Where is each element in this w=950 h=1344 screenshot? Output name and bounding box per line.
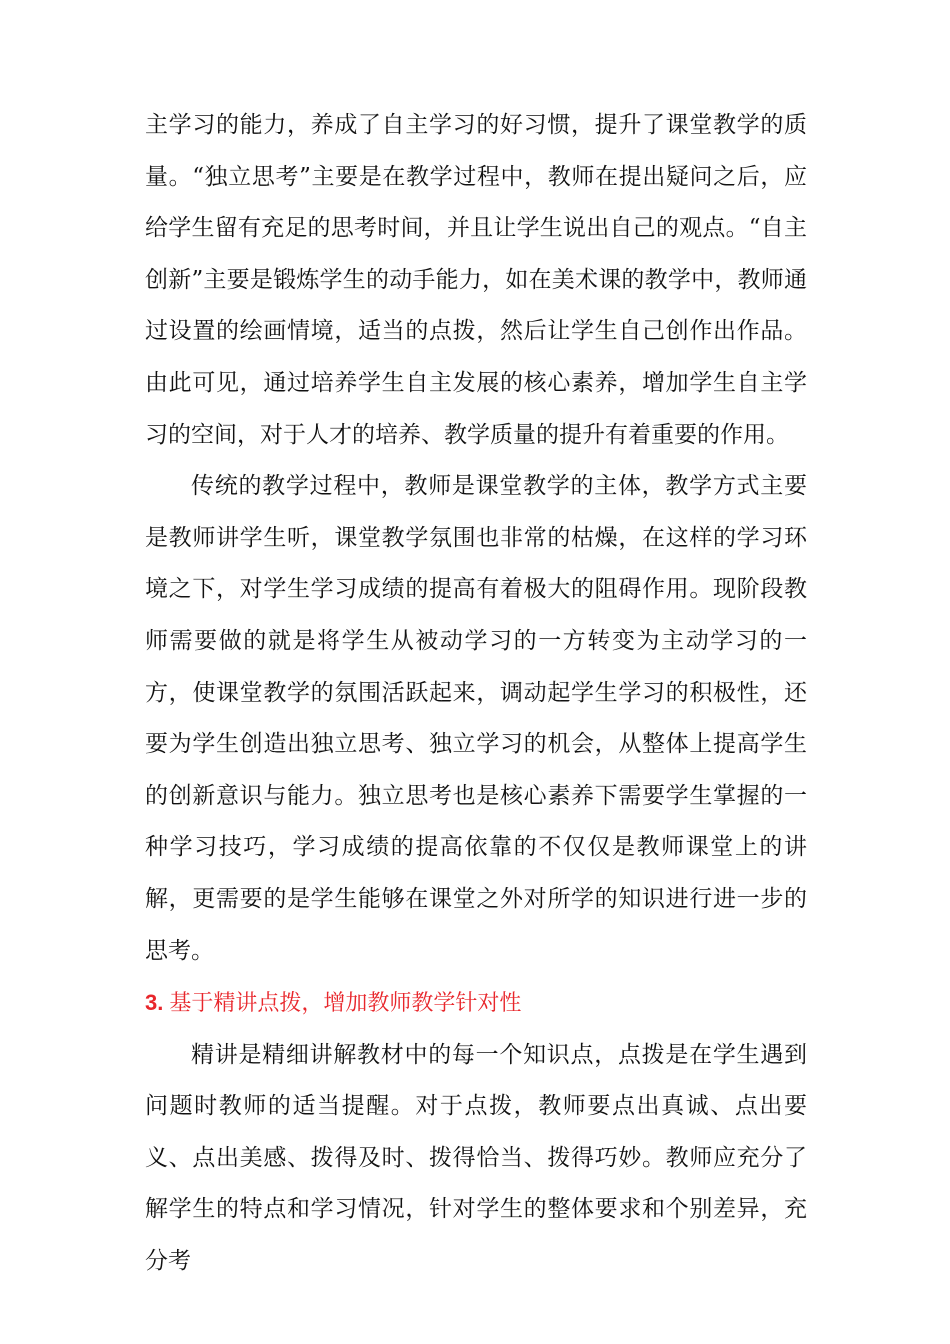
section-heading bbox=[145, 977, 807, 1030]
section-number: 3. bbox=[145, 990, 164, 1016]
paragraph-traditional-teaching: 传统的教学过程中，教师是课堂教学的主体，教学方式主要是教师讲学生听，课堂教学氛围也非常的枯燥，在这样的学习环境之下，对学生学习成绩的提高有着极大的阻碍作用。现阶段教师需要做的就是将学生从被动学习的一方转变为主动学习的一方，使课堂教学的氛围活跃起来，调动起学生学习的积极性，还要为学生创造出独立思考、独立学习的机会，从整体上提高学生的创新意识与能力。独立思考也是核心素养下需要学生掌握的一种学习技巧，学习成绩的提高依靠的不仅仅是教师课堂上的讲解，更需要的是学生能够在课堂之外对所学的知识进行进一步的思考。 bbox=[145, 473, 807, 964]
section-title: 基于精讲点拨，增加教师教学针对性 bbox=[169, 991, 522, 1017]
paragraph-continuation: 主学习的能力，养成了自主学习的好习惯，提升了课堂教学的质量。“独立思考”主要是在教学过程中，教师在提出疑问之后，应给学生留有充足的思考时间，并且让学生说出自己的观点。“自主创新”主要是锻炼学生的动手能力，如在美术课的教学中，教师通过设置的绘画情境，适当的点拨，然后让学生自己创作出作品。由此可见，通过培养学生自主发展的核心素养，增加学生自主学习的空间，对于人才的培养、教学质量的提升有着重要的作用。 bbox=[145, 112, 807, 448]
paragraph-jingjiang: 精讲是精细讲解教材中的每一个知识点，点拨是在学生遇到问题时教师的适当提醒。对于点拨，教师要点出真诚、点出要义、点出美感、拨得及时、拨得恰当、拨得巧妙。教师应充分了解学生的特点和学习情况，针对学生的整体要求和个别差异，充分考 bbox=[145, 1041, 807, 1275]
document-page bbox=[145, 100, 807, 1288]
